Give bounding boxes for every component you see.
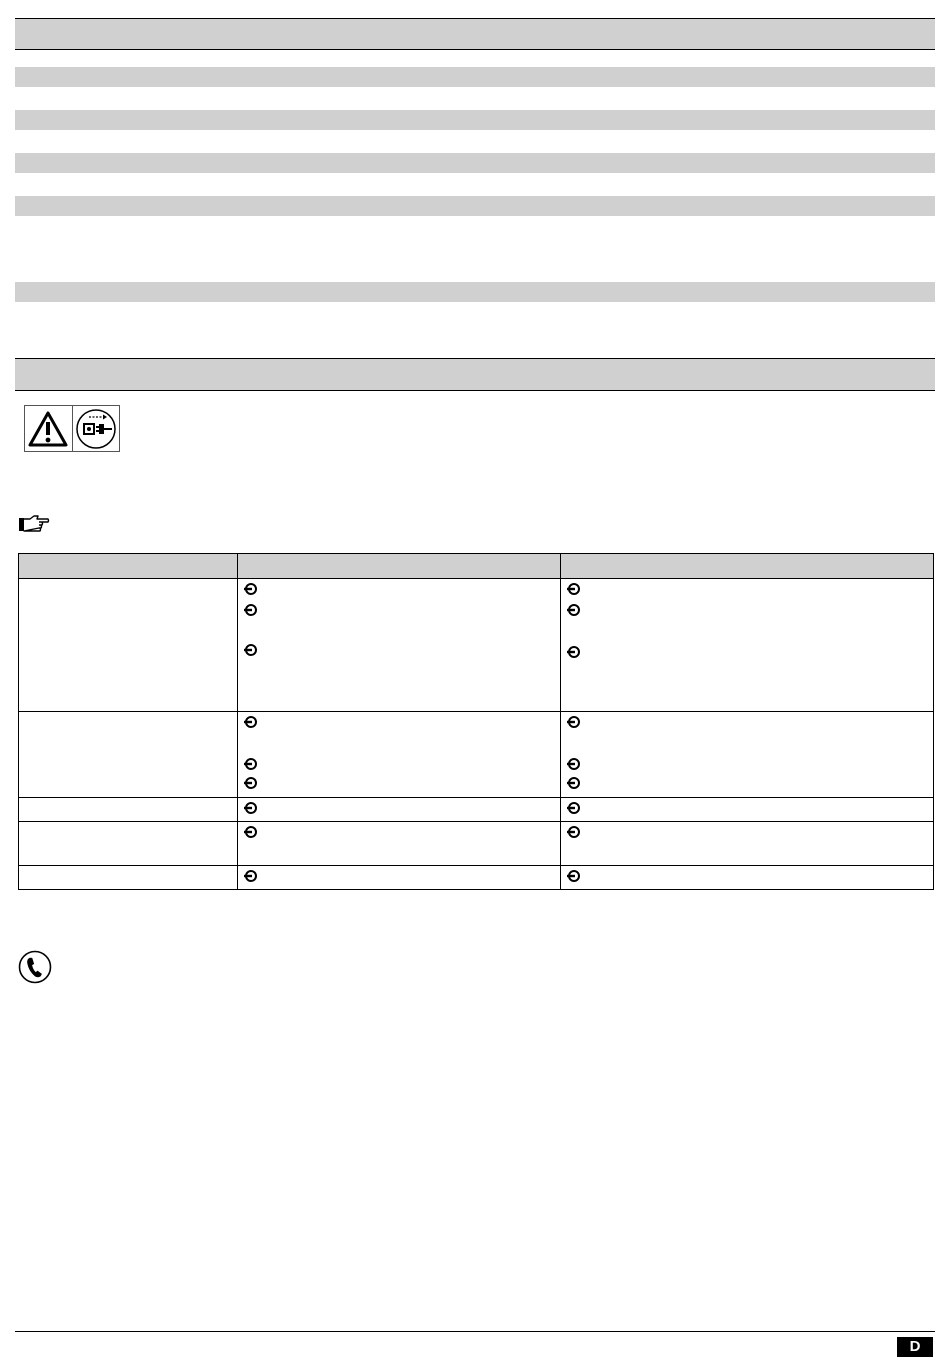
arrow-bullet-icon [567, 776, 581, 790]
list-item [567, 757, 933, 776]
table-row [19, 822, 934, 866]
table-row [19, 798, 934, 822]
table-row [19, 579, 934, 712]
list-item [567, 603, 933, 645]
troubleshooting-bar-text [15, 359, 935, 367]
language-badge: D [897, 1337, 933, 1357]
section-bar-1-text [15, 67, 935, 75]
section-bar-4-text [15, 196, 935, 204]
remedy-cell [561, 798, 934, 822]
arrow-bullet-icon [244, 643, 258, 657]
cause-cell [238, 798, 561, 822]
section-bar-3 [15, 153, 935, 173]
arrow-bullet-icon [567, 715, 581, 729]
list-item [567, 715, 933, 757]
list-item [244, 801, 560, 815]
list-item [244, 643, 560, 657]
list-item [244, 757, 560, 776]
cause-cell [238, 822, 561, 866]
list-item [244, 582, 560, 603]
remedy-cell [561, 579, 934, 712]
list-item [244, 715, 560, 757]
list-item [244, 869, 560, 883]
header-bar-text [15, 19, 935, 27]
cause-cell [238, 579, 561, 712]
section-bar-4 [15, 196, 935, 216]
troubleshooting-table [18, 553, 934, 890]
problem-text [19, 866, 237, 872]
remedy-cell [561, 866, 934, 890]
arrow-bullet-icon [244, 582, 258, 596]
arrow-bullet-icon [244, 776, 258, 790]
problem-text [19, 579, 237, 585]
problem-cell [19, 822, 238, 866]
telephone-icon [18, 950, 52, 984]
troubleshooting-bar [15, 358, 935, 391]
remedy-cell [561, 822, 934, 866]
section-bar-3-text [15, 153, 935, 161]
pointing-hand-icon [18, 514, 50, 534]
list-item [567, 582, 933, 603]
arrow-bullet-icon [567, 869, 581, 883]
arrow-bullet-icon [567, 757, 581, 771]
problem-cell [19, 579, 238, 712]
header-bar [15, 18, 935, 50]
arrow-bullet-icon [567, 801, 581, 815]
arrow-bullet-icon [244, 603, 258, 617]
cause-cell [238, 866, 561, 890]
problem-text [19, 822, 237, 828]
list-item [567, 869, 933, 883]
arrow-bullet-icon [567, 645, 581, 659]
list-item [567, 825, 933, 839]
column-header-cause [238, 554, 561, 579]
list-item [244, 825, 560, 839]
warning-triangle-icon [25, 406, 72, 451]
list-item [244, 776, 560, 790]
warning-pictograms [24, 405, 120, 452]
list-item [567, 645, 933, 659]
table-row [19, 866, 934, 890]
cause-cell [238, 712, 561, 798]
column-header-remedy [561, 554, 934, 579]
arrow-bullet-icon [567, 582, 581, 596]
arrow-bullet-icon [244, 757, 258, 771]
footer-rule [15, 1331, 935, 1332]
table-row [19, 712, 934, 798]
problem-cell [19, 798, 238, 822]
remedy-cell [561, 712, 934, 798]
arrow-bullet-icon [244, 801, 258, 815]
arrow-bullet-icon [244, 825, 258, 839]
section-bar-2 [15, 110, 935, 130]
section-bar-2-text [15, 110, 935, 118]
section-bar-5-text [15, 282, 935, 290]
list-item [567, 776, 933, 790]
arrow-bullet-icon [244, 869, 258, 883]
unplug-mains-icon [72, 406, 120, 451]
list-item [567, 801, 933, 815]
arrow-bullet-icon [244, 715, 258, 729]
section-bar-5 [15, 282, 935, 302]
problem-text [19, 712, 237, 718]
problem-cell [19, 712, 238, 798]
table-header-row [19, 554, 934, 579]
problem-text [19, 798, 237, 804]
column-header-problem [19, 554, 238, 579]
arrow-bullet-icon [567, 603, 581, 617]
section-bar-1 [15, 67, 935, 87]
problem-cell [19, 866, 238, 890]
list-item [244, 603, 560, 643]
arrow-bullet-icon [567, 825, 581, 839]
